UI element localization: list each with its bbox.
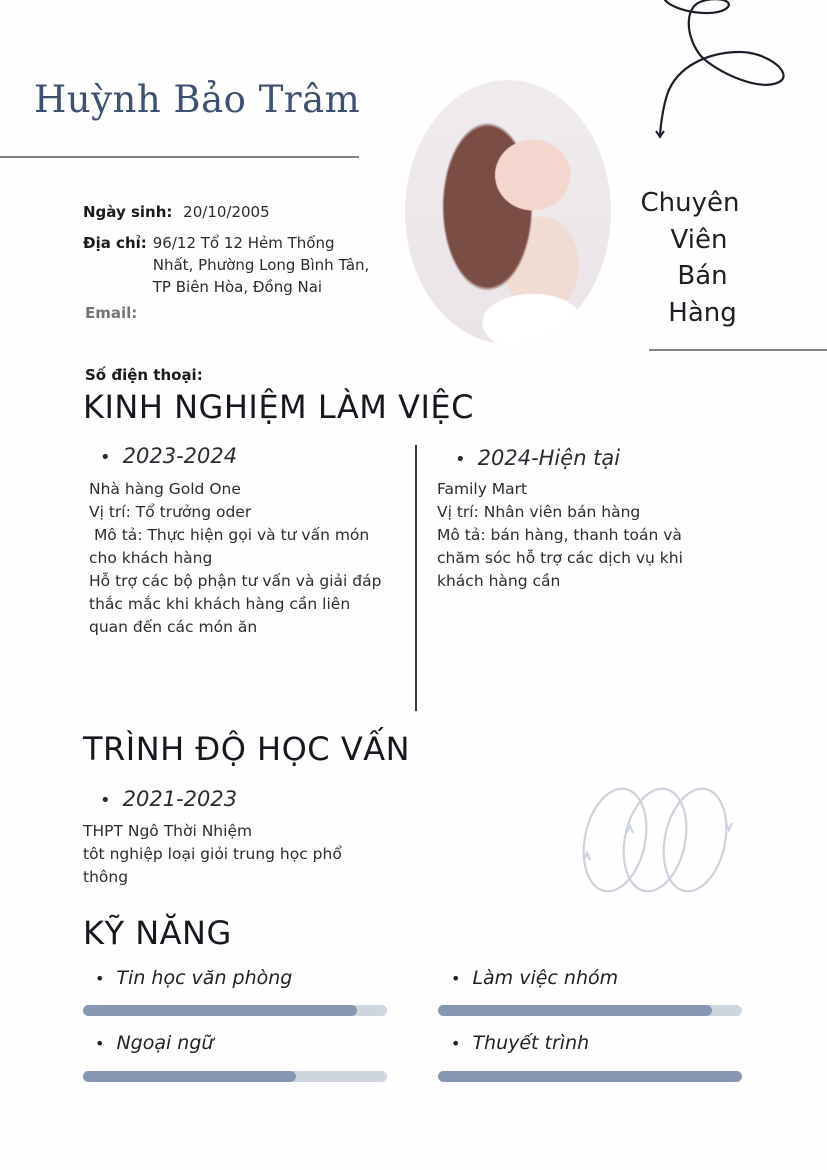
address-value: 96/12 Tổ 12 Hẻm Thống Nhất, Phường Long Bình Tân, TP Biên Hòa, Đồng Nai: [152, 234, 370, 296]
bullet-icon: •: [451, 1034, 461, 1053]
bullet-icon: •: [100, 790, 111, 811]
skill-name: Tin học văn phòng: [116, 967, 293, 989]
bullet-icon: •: [451, 969, 461, 988]
education-heading: TRÌNH ĐỘ HỌC VẤN: [83, 730, 411, 768]
experience-heading: KINH NGHIỆM LÀM VIỆC: [83, 388, 474, 426]
education-period-text: 2021-2023: [122, 787, 238, 811]
email-label: Email:: [85, 304, 138, 322]
job-description: Mô tả: Thực hiện gọi và tư vấn món cho khách hàng: [89, 526, 375, 567]
skill-label: [95, 967, 292, 989]
bullet-icon: •: [100, 447, 111, 468]
job-period-text: 2024-Hiện tại: [477, 446, 621, 470]
job-company: Family Mart: [437, 480, 528, 498]
skill-bar-lam-viec-nhom: [438, 1005, 742, 1016]
education-details: [83, 820, 373, 889]
skill-name: Làm việc nhóm: [472, 967, 619, 989]
job-company: Nhà hàng Gold One: [89, 480, 241, 498]
job-title-underline: [649, 349, 827, 351]
skill-bar-fill: [83, 1005, 357, 1016]
education-detail: tôt nghiệp loại giỏi trung học phổ thông: [83, 845, 342, 886]
skills-heading: KỸ NĂNG: [83, 914, 232, 952]
skill-bar-tin-hoc: [83, 1005, 387, 1016]
job-details: [437, 478, 712, 593]
phone-label: Số điện thoại:: [85, 366, 203, 384]
candidate-name: Huỳnh Bảo Trâm: [34, 78, 361, 121]
job-description: Mô tả: bán hàng, thanh toán và chăm sóc hỗ trợ các dịch vụ khi khách hàng cần: [437, 526, 683, 590]
job-details: [89, 478, 394, 639]
name-underline: [0, 156, 359, 158]
education-period: [100, 787, 237, 811]
experience-divider: [415, 445, 417, 711]
job-period: [100, 444, 237, 468]
skill-bar-thuyet-trinh: [438, 1071, 742, 1082]
address-row: [83, 232, 373, 298]
bullet-icon: •: [95, 969, 105, 988]
skill-name: Ngoại ngữ: [116, 1032, 214, 1054]
bullet-icon: •: [95, 1034, 105, 1053]
skill-bar-fill: [83, 1071, 296, 1082]
job-period: [455, 446, 620, 470]
job-title-line: Viên: [670, 224, 728, 255]
dob-row: [83, 201, 270, 223]
address-label: Địa chỉ:: [83, 234, 147, 252]
skill-label: [95, 1032, 213, 1054]
email-row: [85, 304, 185, 324]
job-position: Vị trí: Tổ trưởng oder: [89, 503, 252, 521]
job-extra: Hỗ trợ các bộ phận tư vấn và giải đáp thắc mắc khi khách hàng cần liên quan đến các món ăn: [89, 572, 382, 636]
bullet-icon: •: [455, 449, 466, 470]
education-school: THPT Ngô Thời Nhiệm: [83, 822, 253, 840]
job-title-line: Chuyên: [640, 188, 740, 218]
profile-photo: [405, 80, 611, 344]
loop-arrow-icon: [640, 0, 780, 140]
skill-label: [451, 1032, 589, 1054]
skill-label: [451, 967, 618, 989]
dob-value: 20/10/2005: [183, 203, 270, 221]
phone-row: [85, 364, 203, 386]
job-title-line: Bán: [677, 261, 728, 291]
rings-decoration-icon: [575, 785, 735, 897]
dob-label: Ngày sinh:: [83, 203, 173, 221]
skill-bar-fill: [438, 1071, 742, 1082]
job-title: [630, 185, 750, 331]
job-position: Vị trí: Nhân viên bán hàng: [437, 503, 641, 521]
job-period-text: 2023-2024: [122, 444, 238, 468]
skill-name: Thuyết trình: [472, 1032, 590, 1054]
job-title-line: Hàng: [668, 297, 737, 328]
skill-bar-ngoai-ngu: [83, 1071, 387, 1082]
skill-bar-fill: [438, 1005, 712, 1016]
